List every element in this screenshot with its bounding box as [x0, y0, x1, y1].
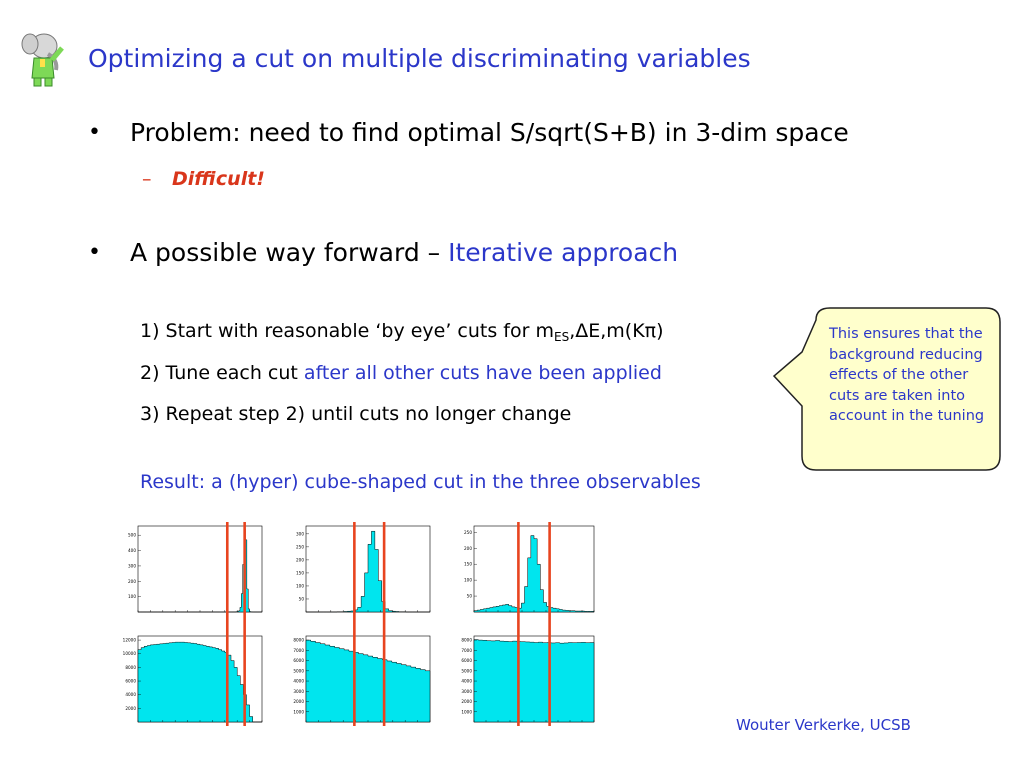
histogram-bars	[474, 640, 594, 722]
histogram-grid	[110, 518, 610, 732]
y-tick-label: 3000	[461, 688, 472, 694]
step-2-highlight: after all other cuts have been applied	[303, 362, 662, 384]
step-2-text: 2) Tune each cut	[140, 362, 304, 384]
y-tick-label: 150	[296, 570, 304, 576]
step-1-pi: π	[644, 320, 657, 342]
sub-difficult: Difficult!	[172, 168, 265, 190]
slide-title: Optimizing a cut on multiple discriminating variables	[88, 44, 751, 73]
y-tick-label: 4000	[125, 692, 136, 698]
y-tick-label: 2000	[125, 705, 136, 711]
y-tick-label: 7000	[293, 647, 304, 653]
y-tick-label: 8000	[461, 637, 472, 643]
bullet-way-forward	[130, 238, 678, 267]
histogram-panel-mKpi-signal	[464, 526, 594, 612]
y-tick-label: 8000	[293, 637, 304, 643]
bullet-dot: •	[88, 120, 101, 145]
y-tick-label: 100	[464, 577, 472, 583]
y-tick-label: 150	[464, 561, 472, 567]
y-tick-label: 10000	[122, 651, 136, 657]
y-tick-label: 400	[128, 548, 136, 554]
y-tick-label: 12000	[122, 637, 136, 643]
y-tick-label: 500	[128, 532, 136, 538]
y-tick-label: 200	[296, 557, 304, 563]
step-3: 3) Repeat step 2) until cuts no longer change	[140, 403, 572, 425]
footer-author: Wouter Verkerke, UCSB	[736, 716, 911, 734]
y-tick-label: 100	[296, 583, 304, 589]
y-tick-label: 6000	[293, 658, 304, 664]
bullet-way-forward-highlight: Iterative approach	[448, 238, 679, 267]
y-tick-label: 200	[464, 545, 472, 551]
y-tick-label: 6000	[461, 658, 472, 664]
step-1-text: 1) Start with reasonable ‘by eye’ cuts for m	[140, 320, 554, 342]
y-tick-label: 2000	[461, 699, 472, 705]
step-1-text-2: E,m(K	[588, 320, 645, 342]
histogram-panel-mES-background	[123, 636, 262, 722]
y-tick-label: 4000	[461, 678, 472, 684]
step-1-delta: Δ	[575, 320, 589, 342]
callout-text: This ensures that the background reducing effects of the other cuts are taken into account in the tuning	[829, 326, 985, 424]
y-tick-label: 200	[128, 578, 136, 584]
histogram-panel-dE-signal	[296, 526, 430, 612]
step-1-subscript: ES	[553, 330, 570, 344]
y-tick-label: 300	[128, 563, 136, 569]
y-tick-label: 7000	[461, 647, 472, 653]
step-2	[140, 362, 662, 384]
bullet-dot: •	[88, 240, 101, 265]
y-tick-label: 6000	[125, 678, 136, 684]
histogram-panel-mES-signal	[128, 526, 262, 612]
y-tick-label: 3000	[293, 688, 304, 694]
y-tick-label: 2000	[293, 699, 304, 705]
histogram-panel-mKpi-background	[461, 636, 594, 722]
step-1-comma: ,	[569, 320, 576, 342]
y-tick-label: 1000	[293, 709, 304, 715]
y-tick-label: 1000	[461, 709, 472, 715]
y-tick-label: 5000	[293, 668, 304, 674]
y-tick-label: 250	[296, 544, 304, 550]
step-1-close: )	[656, 320, 664, 342]
y-tick-label: 250	[464, 529, 472, 535]
y-tick-label: 8000	[125, 664, 136, 670]
y-tick-label: 50	[298, 596, 304, 602]
y-tick-label: 4000	[293, 678, 304, 684]
histogram-panel-dE-background	[293, 636, 430, 722]
y-tick-label: 50	[466, 593, 472, 599]
result-line: Result: a (hyper) cube-shaped cut in the three observables	[140, 471, 701, 493]
elephant-logo	[18, 26, 68, 88]
step-1	[140, 320, 664, 344]
y-tick-label: 5000	[461, 668, 472, 674]
bullet-problem: Problem: need to find optimal S/sqrt(S+B) in 3-dim space	[130, 118, 849, 147]
y-tick-label: 300	[296, 531, 304, 537]
sub-dash: –	[142, 168, 152, 190]
y-tick-label: 100	[128, 594, 136, 600]
bullet-way-forward-prefix: A possible way forward –	[130, 238, 449, 267]
